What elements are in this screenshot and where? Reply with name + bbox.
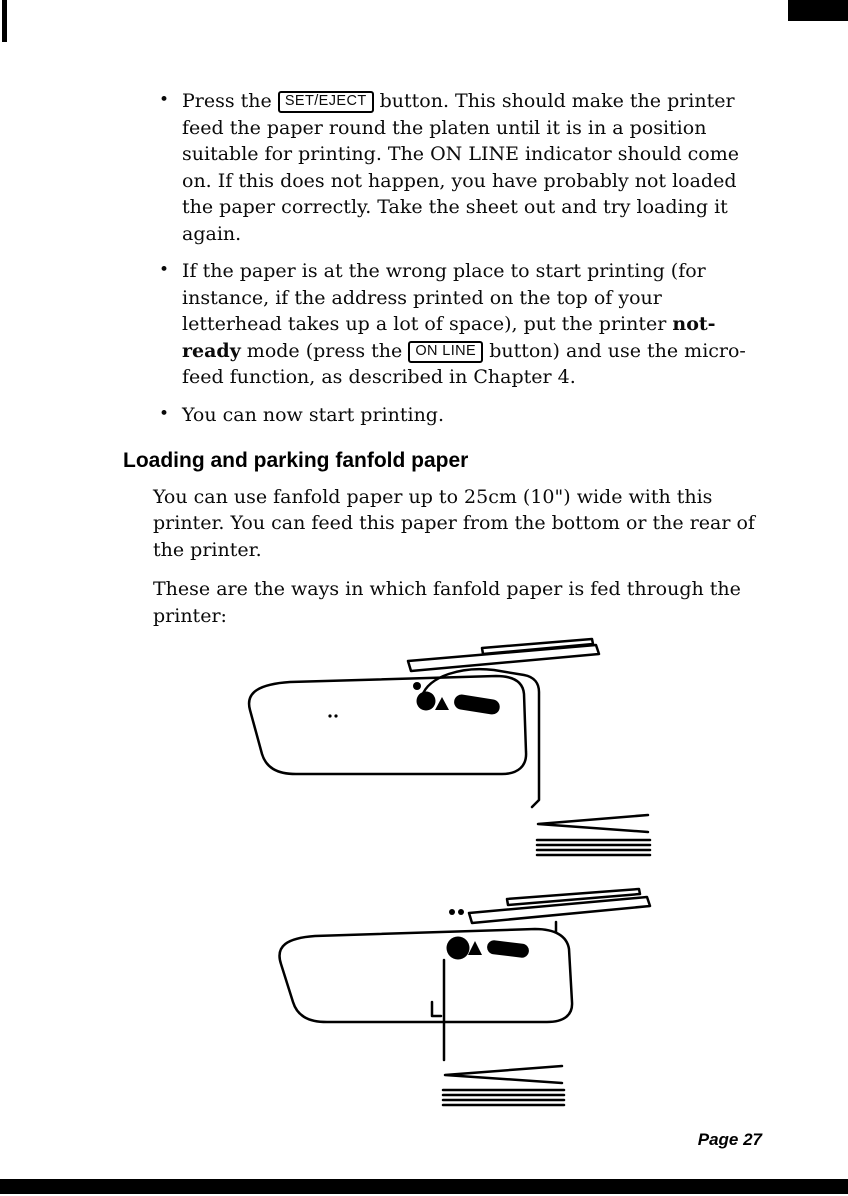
bullet1-pre: Press the <box>182 90 272 112</box>
bullet1-post: button. This should make the printer feed the paper round the platen until it is in a position suitable for printing. The ON LINE indicator should come on. If this does not happen, you have probably not loaded the paper correctly. Take the sheet out and try loading it again. <box>182 90 739 245</box>
bullet2-post: button) and use the micro-feed function, as described in Chapter 4. <box>182 339 746 388</box>
paragraph: These are the ways in which fanfold paper is fed through the printer: <box>153 578 741 627</box>
texture-dot <box>328 714 331 717</box>
texture-dot <box>334 714 337 717</box>
feed-dot <box>413 682 421 690</box>
printer-rear-feed-illustration <box>226 634 666 872</box>
page-edge-mark-bottom <box>0 1179 848 1194</box>
figure-rear-feed <box>226 634 666 876</box>
bullet3-text: You can now start printing. <box>182 403 445 426</box>
feed-dot <box>458 909 464 915</box>
page-edge-mark-top-right <box>788 0 848 21</box>
section-heading: Loading and parking fanfold paper <box>123 449 469 472</box>
platen-knob <box>417 692 436 711</box>
printer-bottom-feed-illustration <box>255 882 675 1114</box>
bullet2-bold: not-ready <box>182 313 716 362</box>
page-edge-mark-left <box>2 0 7 42</box>
feed-dot <box>449 909 455 915</box>
set-eject-key: SET/EJECT <box>278 91 374 113</box>
paragraph: You can use fanfold paper up to 25cm (10") wide with this printer. You can feed this paper from the bottom or the rear of the printer. <box>153 485 755 561</box>
on-line-key: ON LINE <box>408 341 483 363</box>
figure-bottom-feed <box>255 882 675 1118</box>
list-item <box>155 88 765 247</box>
list-item <box>155 402 765 429</box>
page-body-text <box>123 88 765 642</box>
paper-fold <box>538 815 648 832</box>
page-number: Page 27 <box>697 1130 762 1149</box>
paper-fold <box>445 1066 562 1083</box>
bullet2-pre: If the paper is at the wrong place to start printing (for instance, if the address printed on the top of your letterhead takes up a lot of space), put the printer <box>182 260 706 335</box>
printer-body <box>249 676 526 774</box>
printer-body <box>279 929 572 1022</box>
bullet-list <box>155 88 765 428</box>
platen-knob <box>447 937 470 960</box>
list-item <box>155 258 765 391</box>
bullet2-mid: mode (press the <box>246 339 403 362</box>
